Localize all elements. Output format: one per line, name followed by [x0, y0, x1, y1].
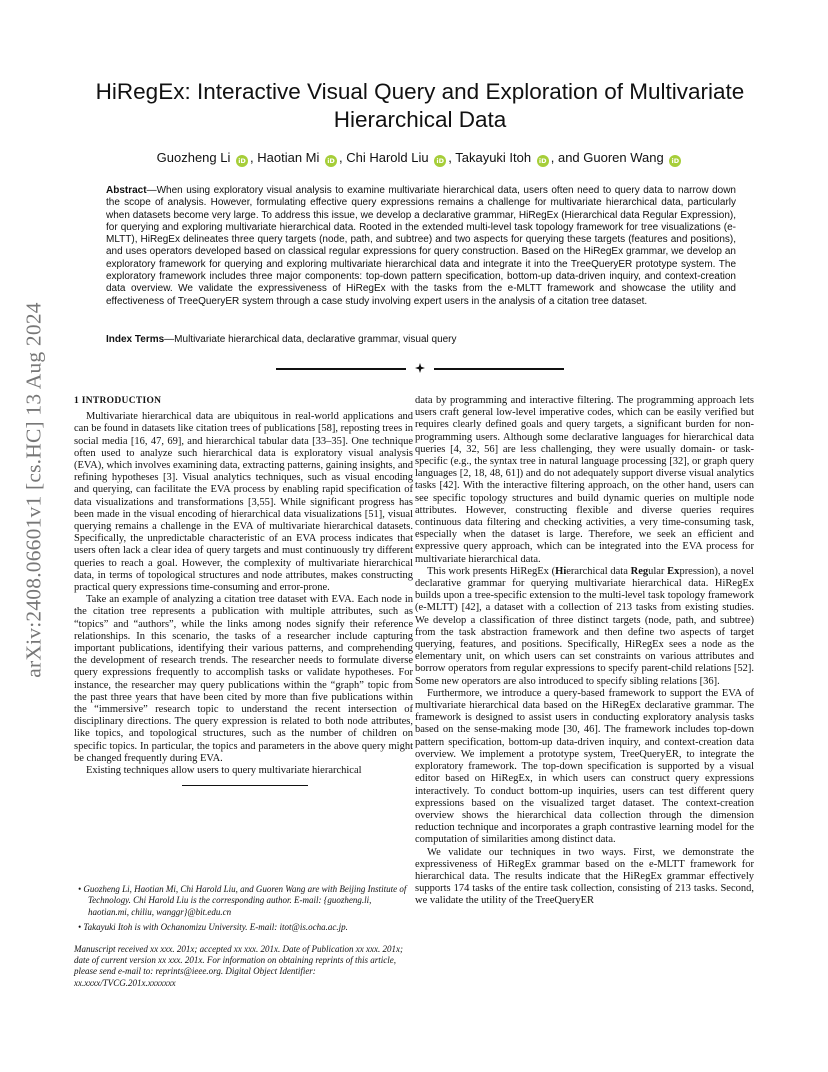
- footnote-rule: [182, 785, 308, 786]
- index-terms-label: Index Terms: [106, 334, 165, 345]
- orcid-icon[interactable]: iD: [325, 155, 337, 167]
- author-name: Guoren Wang: [583, 150, 664, 165]
- abstract-text: —When using exploratory visual analysis to examine multivariate hierarchical data, users often need to query data to narrow down the scope of analysis. However, formulating effective query expressions remains a challenge for multivariate hierarchical data, particularly when datasets become very large. To address this issue, we develop a declarative grammar, HiRegEx (Hierarchical data Regular Expression), for querying and exploring multivariate hierarchical data. Rooted in the extended multi-level task topology framework for tree visualizations (e-MLTT), HiRegEx delineates three query targets (node, path, and subtree) and two aspects for querying these targets (features and positions), and uses operators developed based on classical regular expressions for query construction. Based on the HiRegEx grammar, we develop an exploratory framework for querying and exploring multivariate hierarchical data and integrate it into the TreeQueryER prototype system. The exploratory framework includes three major components: top-down pattern specification, bottom-up data-driven inquiry, and context-creation data overview. We validate the expressiveness of HiRegEx with the tasks from the e-MLTT framework and showcase the utility and effectiveness of TreeQueryER system through a case study involving expert users in the analysis of a citation tree dataset.: [106, 185, 736, 307]
- footnotes: [74, 884, 413, 989]
- orcid-icon[interactable]: iD: [236, 155, 248, 167]
- manuscript-note: Manuscript received xx xxx. 201x; accepted xx xxx. 201x. Date of Publication xx xxx. 201x; date of current version xx xxx. 201x. For information on obtaining reprints of this article, please send e-mail to: reprints@ieee.org. Digital Object Identifier: xx.xxxx/TVCG.201x.xxxxxxx: [74, 943, 404, 988]
- diamond-icon: [415, 363, 425, 373]
- arxiv-identifier: [21, 275, 47, 705]
- author-separator: ,: [250, 150, 258, 165]
- orcid-icon[interactable]: iD: [434, 155, 446, 167]
- author-list: [70, 149, 770, 167]
- orcid-icon[interactable]: iD: [537, 155, 549, 167]
- paragraph: Multivariate hierarchical data are ubiquitous in real-world applications and can be found in datasets like citation trees of publications [58], reposting trees in social media [16, 47, 69], and hierarchical tabular data [33–35]. One technique often used to analyze such hierarchical data is exploratory visual analysis (EVA), which involves examining data, extracting patterns, gaining insights, and refining hypotheses [3]. Visual analytics techniques, such as visual encoding and querying, can facilitate the EVA process by enabling rapid specification of data visualizations and transformations [3,55]. While significant progress has been made in the visual encoding of hierarchical data visualizations [51], visual querying remains a challenge in the EVA of multivariate hierarchical datasets. Specifically, the unpredictable characteristic of an EVA process indicates that users often lack a clear idea of query targets and must continuously try different queries to reach a goal. However, the complexity of multivariate hierarchical data, in terms of topological structures and node attributes, makes constructing practical query expressions time-consuming and error-prone.: [74, 411, 413, 594]
- paragraph: Existing techniques allow users to query multivariate hierarchical: [86, 765, 362, 777]
- paragraph-hiregex-intro: This work presents HiRegEx (Hierarchical data Regular Expression), a novel declarative grammar for querying multivariate hierarchical data. HiRegEx builds upon a tree-specific extension to the multi-level task topology framework (e-MLTT) [42], a dataset with a collection of 213 tasks from existing studies. We develop a classification of three distinct targets (node, path, and subtree) from the task abstraction framework and then define two aspects of target querying, features, and positions. Specifically, HiRegEx sees a node as the elementary unit, on which users can set constraints on various attributes and borrow operators from regular expressions to specify parent-child relations [52]. Some new operators are also introduced to specify sibling relations [36].: [415, 565, 755, 687]
- author-separator: ,: [339, 150, 347, 165]
- author-name: Takayuki Itoh: [455, 150, 532, 165]
- section-heading: 1 INTRODUCTION: [74, 396, 162, 406]
- footnote-item: • Guozheng Li, Haotian Mi, Chi Harold Liu, and Guoren Wang are with Beijing Institute of Technology. Chi Harold Liu is the corresponding author. E-mail: {guozheng.li, haotian.mi, chiliu, wanggr}@bit.edu.cn: [78, 884, 407, 917]
- column-left: [74, 395, 413, 786]
- author-name: Guozheng Li: [156, 150, 231, 165]
- index-terms-text: —Multivariate hierarchical data, declarative grammar, visual query: [164, 334, 457, 345]
- author-name: Haotian Mi: [257, 150, 320, 165]
- author-separator: , and: [550, 150, 584, 165]
- section-divider: [276, 368, 564, 370]
- paragraph: data by programming and interactive filtering. The programming approach lets users craft general low-level imperative codes, which can be easily verified but requires clearly defined goals and query targets, a significant burden for non-programming users. Although some declarative languages for hierarchical data queries [4, 32, 56] are less challenging, they were usually domain- or task-specific (e.g., the syntax tree in natural language processing [32], or graph query languages [2, 18, 48, 61]) and do not adequately support diverse visual analytics tasks [42]. With the interactive filtering approach, on the other hand, users can see specific topology structures and build dynamic queries on multiple node attributes. However, constructing flexible and diverse queries requires continuous data filtering and checking activities, a very time-consuming task, especially when the dataset is large. Therefore, we seek an efficient and expressive query approach, which can be integrated into the EVA process for multivariate hierarchical data.: [415, 395, 754, 565]
- author-separator: ,: [448, 150, 456, 165]
- column-right: [415, 395, 754, 908]
- abstract: [106, 185, 736, 308]
- index-terms: [106, 334, 736, 346]
- orcid-icon[interactable]: iD: [669, 155, 681, 167]
- abstract-label: Abstract: [106, 185, 147, 196]
- author-name: Chi Harold Liu: [346, 150, 429, 165]
- paragraph: Take an example of analyzing a citation tree dataset with EVA. Each node in the citation tree represents a publication with multiple attributes, such as “topics” and “authors”, while the links among nodes signify their reference relationships. In this scenario, the tasks of a researcher include capturing important publications, identifying their various patterns, and comprehending the development of research trends. The researcher needs to formulate diverse query expressions frequently to accomplish tasks or validate hypotheses. For instance, the researcher may query publications within the “graph” topic from the past three years that have been cited by more than five publications within the “immersive” research topic to understand the recent intersection of disciplinary directions. The query expression is related to both node attributes, like topics, and topological structures, such as the number of children on specific topics. In particular, the topics and parameters in the above query might be changed frequently during EVA.: [74, 594, 413, 764]
- arxiv-identifier-text: arXiv:2408.06601v1 [cs.HC] 13 Aug 2024: [21, 302, 46, 678]
- paragraph: Furthermore, we introduce a query-based framework to support the EVA of multivariate hierarchical data based on the HiRegEx declarative grammar. The framework is designed to assist users in conducting exploratory analysis tasks based on the sense-making mode [30, 46]. The framework includes top-down pattern specification, bottom-up data-driven inquiry, and context-creation data overview. We implement a prototype system, TreeQueryER, to integrate the exploratory framework. The top-down specification is supported by a visual editor based on HiRegEx, in which users can construct query expressions interactively. To conduct bottom-up inquiries, users can test different query expressions based on the visualized target dataset. The context-creation overview shows the hierarchical data collection through the dimension reduction technique and incorporates a graph contrastive learning model for the computation of similarities among distinct data.: [415, 687, 754, 846]
- divider-line-right: [434, 368, 564, 370]
- paragraph: We validate our techniques in two ways. First, we demonstrate the expressiveness of HiRegEx grammar based on the e-MLTT framework for hierarchical data. The results indicate that the HiRegEx grammar effectively supports 174 tasks of the entire task collection, consisting of 213 tasks. Second, we validate the utility of the TreeQueryER: [415, 846, 754, 907]
- paper-title: HiRegEx: Interactive Visual Query and Exploration of Multivariate Hierarchical Data: [95, 79, 745, 132]
- divider-line-left: [276, 368, 406, 370]
- footnote-item: • Takayuki Itoh is with Ochanomizu University. E-mail: itot@is.ocha.ac.jp.: [78, 922, 348, 933]
